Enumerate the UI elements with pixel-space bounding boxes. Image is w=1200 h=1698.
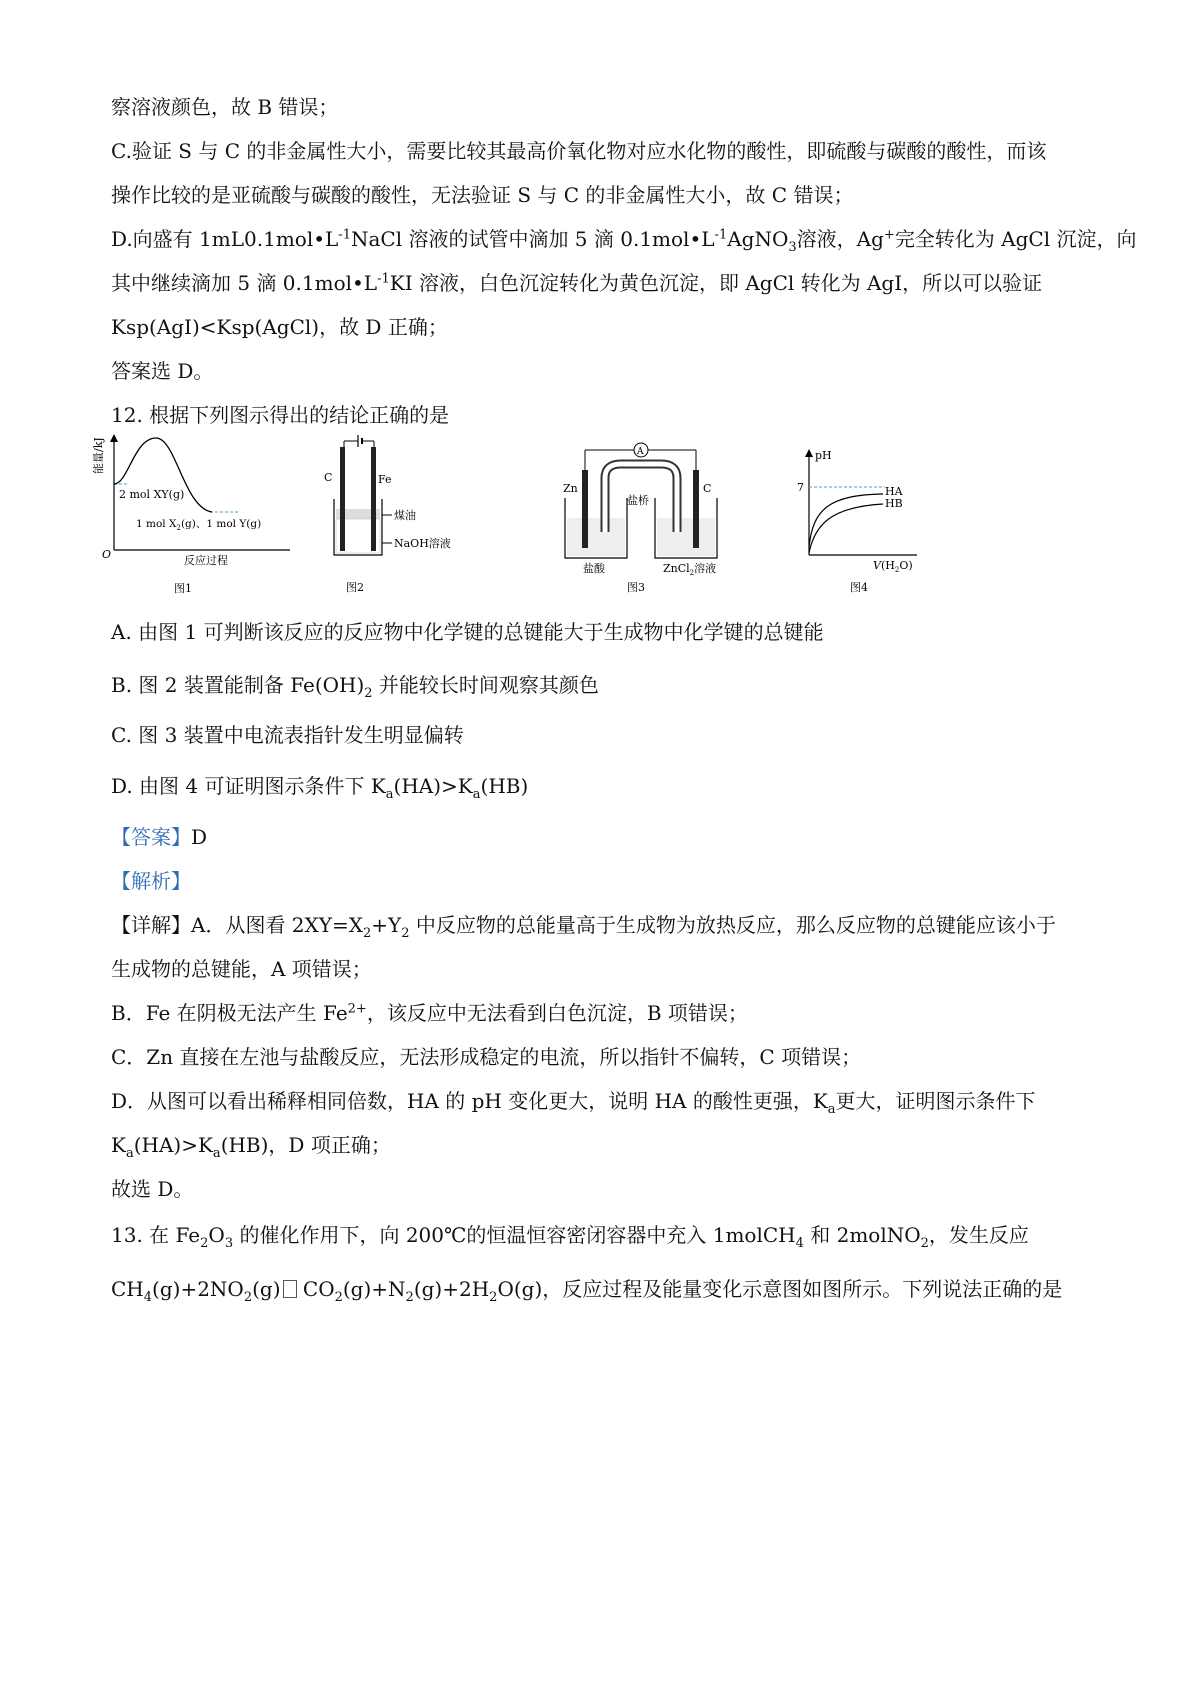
left-solution [567, 518, 625, 556]
reactant-label: 2 mol XY(g) [119, 488, 185, 501]
product-label: 1 mol $X_2(g)$、1 mol Y(g) [136, 518, 262, 532]
question-stem-equation: $CH_4(g)+2NO_2(g)$ $CO_2(g)+N_2(g)+2H_2O(g)$，反应过程及能量变化示意图如图所示。下列说法正确的是 [111, 1277, 1063, 1305]
text-line [111, 226, 1137, 255]
figure-4-ph-dilution [795, 445, 930, 600]
text-seg: 完全转化为 AgCl 沉淀，向 [894, 227, 1137, 251]
question-stem: 13. 在 $Fe_2O_3$ 的催化作用下，向 200℃的恒温恒容密闭容器中充入 1molCH$_4$ 和 2molNO$_2$，发生反应 [111, 1223, 1029, 1251]
c-electrode [693, 470, 699, 548]
label-salt-bridge: 盐桥 [627, 494, 649, 507]
answer-line [111, 824, 207, 850]
text-seg: AgNO [727, 227, 789, 251]
ammeter-label: A [637, 447, 644, 457]
text-seg: 溶液，Ag [796, 227, 884, 251]
x-axis-label: $V(H_2O)$ [873, 559, 913, 574]
label-kerosene: 煤油 [394, 509, 416, 522]
option-c: C. 图 3 装置中电流表指针发生明显偏转 [111, 723, 464, 747]
zn-electrode [582, 470, 588, 548]
label-ha: HA [885, 485, 903, 498]
right-solution [657, 518, 715, 556]
iron-electrode [371, 447, 376, 551]
text-line: 答案选 D。 [111, 359, 214, 383]
y-axis-arrow [110, 434, 118, 442]
label-hcl: 盐酸 [583, 562, 605, 575]
curve-hb [809, 504, 883, 553]
text-line: Ksp(AgI)<Ksp(AgCl)，故 D 正确； [111, 315, 448, 339]
answer-value: D [191, 825, 208, 849]
curve-ha [809, 494, 883, 547]
y-axis-label: pH [815, 449, 832, 462]
option-d: D. 由图 4 可证明图示条件下 $K_a(HA)>K_a(HB)$ [111, 774, 529, 802]
label-c: C [324, 471, 333, 484]
text-seg: KI 溶液，白色沉淀转化为黄色沉淀，即 AgCl 转化为 AgI，所以可以验证 [389, 271, 1043, 295]
y-axis-label: 能量/kJ [92, 437, 105, 474]
label-hb: HB [885, 497, 903, 510]
text-line: 操作比较的是亚硫酸与碳酸的酸性，无法验证 S 与 C 的非金属性大小，故 C 错误； [111, 183, 854, 207]
y-axis-arrow [805, 449, 813, 457]
explanation-line: 生成物的总键能，A 项错误； [111, 957, 372, 981]
option-b: B. 图 2 装置能制备 $Fe(OH)_2$ 并能较长时间观察其颜色 [111, 673, 599, 701]
superscript: -1 [377, 271, 390, 287]
text-line: 察溶液颜色，故 B 错误； [111, 95, 339, 119]
superscript: + [883, 227, 895, 243]
figure-caption: 图1 [174, 582, 192, 595]
superscript: -1 [338, 227, 351, 243]
figure-3-galvanic-cell [565, 438, 735, 603]
answer-label: 【答案】 [111, 825, 191, 849]
figure-caption: 图2 [346, 581, 364, 594]
label-c: C [703, 482, 712, 495]
explanation-line: B．Fe 在阴极无法产生 $Fe^{2+}$，该反应中无法看到白色沉淀，B 项错误； [111, 1001, 748, 1025]
x-axis-label: 反应过程 [184, 554, 228, 567]
label-zn: Zn [563, 482, 578, 495]
option-a: A. 由图 1 可判断该反应的反应物中化学键的总键能大于生成物中化学键的总键能 [111, 620, 824, 644]
equilibrium-arrow-icon [283, 1280, 297, 1298]
carbon-electrode [340, 447, 345, 551]
seven-label: 7 [797, 481, 804, 494]
label-fe: Fe [378, 473, 392, 486]
explanation-line: $K_a(HA)>K_a(HB)$，D 项正确； [111, 1133, 391, 1161]
explanation-line: 【详解】A．从图看 $2XY=X_2+Y_2$ 中反应物的总能量高于生成物为放热反应，那么反应物的总键能应该小于 [111, 913, 1056, 941]
label-naoh: NaOH溶液 [394, 537, 451, 550]
explanation-line: 故选 D。 [111, 1177, 194, 1201]
text-line: C.验证 S 与 C 的非金属性大小，需要比较其最高价氧化物对应水化物的酸性，即硫酸与碳酸的酸性，而该 [111, 139, 1047, 163]
explanation-line: C．Zn 直接在左池与盐酸反应，无法形成稳定的电流，所以指针不偏转，C 项错误； [111, 1045, 862, 1069]
text-seg: 其中继续滴加 5 滴 0.1mol•L [111, 271, 378, 295]
explanation-line: D．从图可以看出稀释相同倍数，HA 的 pH 变化更大，说明 HA 的酸性更强，$K_a$更大，证明图示条件下 [111, 1089, 1036, 1117]
text-seg: D.向盛有 1mL0.1mol•L [111, 227, 339, 251]
origin-label: O [102, 548, 112, 561]
label-zncl2: ZnCl$_2$溶液 [663, 562, 717, 577]
figure-2-electrolysis [324, 435, 500, 605]
figure-caption: 图4 [850, 581, 868, 594]
text-seg: NaCl 溶液的试管中滴加 5 滴 0.1mol•L [350, 227, 715, 251]
subscript: 3 [788, 240, 797, 255]
figure-caption: 图3 [627, 581, 645, 594]
question-stem: 12. 根据下列图示得出的结论正确的是 [111, 403, 450, 427]
figure-1-energy-diagram [92, 432, 300, 602]
analysis-label: 【解析】 [111, 869, 191, 893]
superscript: -1 [714, 227, 728, 243]
text-line [111, 270, 1042, 296]
